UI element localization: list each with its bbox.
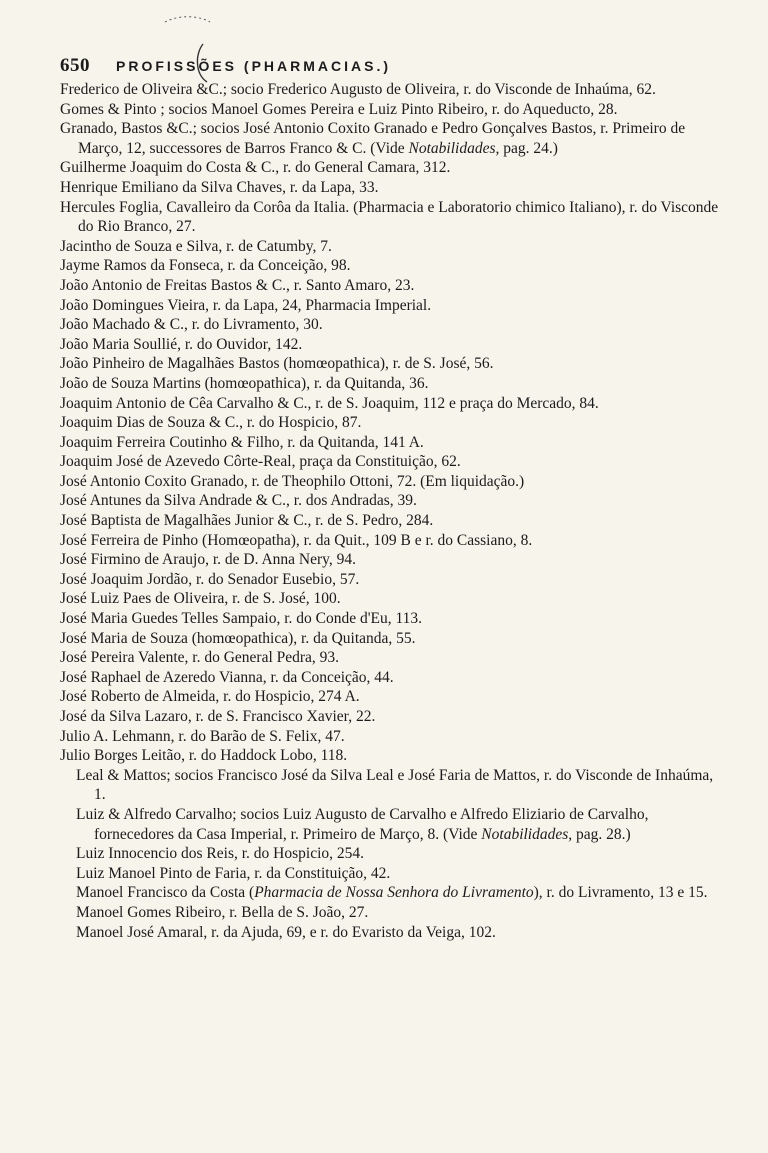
entry-text: José Ferreira de Pinho (Homœopatha), r. da Quit., 109 B e r. do Cassiano, 8. bbox=[60, 531, 533, 549]
entry-text: José Baptista de Magalhães Junior & C., r. de S. Pedro, 284. bbox=[60, 512, 434, 530]
list-item bbox=[60, 570, 720, 590]
entry-text: João Antonio de Freitas Bastos & C., r. Santo Amaro, 23. bbox=[60, 276, 415, 294]
list-item bbox=[60, 256, 720, 276]
list-item bbox=[60, 119, 720, 158]
list-item bbox=[60, 413, 720, 433]
entry-text: João Domingues Vieira, r. da Lapa, 24, Pharmacia Imperial. bbox=[60, 296, 432, 314]
list-item bbox=[60, 296, 720, 316]
list-item bbox=[60, 648, 720, 668]
entry-text-continued: pag. 24.) bbox=[499, 139, 558, 157]
list-item bbox=[76, 903, 720, 923]
entry-text: José Firmino de Araujo, r. de D. Anna Nery, 94. bbox=[60, 551, 357, 569]
entry-text: Joaquim Antonio de Cêa Carvalho & C., r. de S. Joaquim, 112 e praça do Mercado, 84. bbox=[60, 394, 599, 412]
list-item bbox=[60, 198, 720, 237]
entry-text: Manoel Francisco da Costa ( bbox=[76, 884, 255, 902]
entry-text: José Antunes da Silva Andrade & C., r. dos Andradas, 39. bbox=[60, 492, 417, 510]
list-item bbox=[60, 687, 720, 707]
list-item bbox=[60, 511, 720, 531]
entry-text: Luiz Innocencio dos Reis, r. do Hospicio, 254. bbox=[76, 845, 364, 863]
entry-text: José Luiz Paes de Oliveira, r. de S. José, 100. bbox=[60, 590, 341, 608]
list-item bbox=[60, 707, 720, 727]
list-item bbox=[60, 178, 720, 198]
entry-text: José Raphael de Azeredo Vianna, r. da Conceição, 44. bbox=[60, 668, 394, 686]
list-item bbox=[60, 315, 720, 335]
page-header bbox=[60, 55, 720, 77]
entry-text: Joaquim Ferreira Coutinho & Filho, r. da Quitanda, 141 A. bbox=[60, 433, 424, 451]
entry-text: Joaquim José de Azevedo Côrte-Real, praça da Constituição, 62. bbox=[60, 453, 461, 471]
page-number: 650 bbox=[60, 55, 90, 76]
entry-text: João Pinheiro de Magalhães Bastos (homœopathica), r. de S. José, 56. bbox=[60, 355, 494, 373]
entry-italic-text: Notabilidades, bbox=[481, 825, 573, 843]
list-item bbox=[60, 746, 720, 766]
entry-text: Gomes & Pinto ; socios Manoel Gomes Pereira e Luiz Pinto Ribeiro, r. do Aqueducto, 28. bbox=[60, 100, 618, 118]
list-item bbox=[60, 629, 720, 649]
list-item bbox=[60, 668, 720, 688]
entry-italic-text: Notabilidades, bbox=[408, 139, 500, 157]
entry-text: José Roberto de Almeida, r. do Hospicio, 274 A. bbox=[60, 688, 360, 706]
entry-text: Jayme Ramos da Fonseca, r. da Conceição, 98. bbox=[60, 257, 351, 275]
list-item bbox=[60, 374, 720, 394]
entry-text: José Joaquim Jordão, r. do Senador Eusebio, 57. bbox=[60, 570, 360, 588]
list-item bbox=[76, 766, 720, 805]
entry-text: Jacintho de Souza e Silva, r. de Catumby, 7. bbox=[60, 237, 332, 255]
entry-text: José Maria Guedes Telles Sampaio, r. do Conde d'Eu, 113. bbox=[60, 610, 423, 628]
entry-text: José Maria de Souza (homœopathica), r. da Quitanda, 55. bbox=[60, 629, 416, 647]
list-item bbox=[60, 433, 720, 453]
list-item bbox=[76, 923, 720, 943]
list-item bbox=[60, 472, 720, 492]
list-item bbox=[60, 100, 720, 120]
running-title: PROFISSÕES (PHARMACIAS.) bbox=[116, 58, 392, 74]
entry-text: Henrique Emiliano da Silva Chaves, r. da Lapa, 33. bbox=[60, 178, 379, 196]
entry-text: Leal & Mattos; socios Francisco José da Silva Leal e José Faria de Mattos, r. do Visconde de Inhaúma, 1. bbox=[76, 766, 714, 804]
entry-text: Julio A. Lehmann, r. do Barão de S. Felix, 47. bbox=[60, 727, 345, 745]
list-item bbox=[76, 805, 720, 844]
entry-text: Guilherme Joaquim do Costa & C., r. do General Camara, 312. bbox=[60, 159, 451, 177]
entry-text: Granado, Bastos &C.; socios José Antonio Coxito Granado e Pedro Gonçalves Bastos, r. Primeiro de Março, 12, successores de Barros Franco & C. (Vide bbox=[60, 120, 686, 157]
entry-text: Luiz Manoel Pinto de Faria, r. da Constituição, 42. bbox=[76, 864, 391, 882]
list-item bbox=[76, 844, 720, 864]
list-item bbox=[60, 491, 720, 511]
entry-italic-text: Pharmacia de Nossa Senhora do Livramento bbox=[254, 884, 534, 902]
entry-text-continued: ), r. do Livramento, 13 e 15. bbox=[533, 884, 708, 902]
list-item bbox=[60, 452, 720, 472]
list-item bbox=[60, 237, 720, 257]
entry-text: Manoel José Amaral, r. da Ajuda, 69, e r. do Evaristo da Veiga, 102. bbox=[76, 923, 496, 941]
list-item bbox=[60, 276, 720, 296]
entry-text: João de Souza Martins (homœopathica), r. da Quitanda, 36. bbox=[60, 374, 429, 392]
entry-text: Joaquim Dias de Souza & C., r. do Hospicio, 87. bbox=[60, 414, 362, 432]
list-item bbox=[60, 335, 720, 355]
list-item bbox=[60, 394, 720, 414]
entry-text: Luiz & Alfredo Carvalho; socios Luiz Augusto de Carvalho e Alfredo Eliziario de Carvalho, fornecedores da Casa Imperial, r. Primeiro de Março, 8. (Vide bbox=[76, 805, 649, 843]
list-item bbox=[60, 609, 720, 629]
entry-text: Manoel Gomes Ribeiro, r. Bella de S. João, 27. bbox=[76, 903, 369, 921]
list-item bbox=[60, 531, 720, 551]
entry-text: Hercules Foglia, Cavalleiro da Corôa da Italia. (Pharmacia e Laboratorio chimico Italiano), r. do Visconde do Rio Branco, 27. bbox=[60, 198, 719, 236]
entry-text: João Maria Soullié, r. do Ouvidor, 142. bbox=[60, 335, 303, 353]
list-item bbox=[60, 727, 720, 747]
entry-text: Julio Borges Leitão, r. do Haddock Lobo, 118. bbox=[60, 747, 348, 765]
entry-text: José da Silva Lazaro, r. de S. Francisco Xavier, 22. bbox=[60, 708, 376, 725]
entry-text: Frederico de Oliveira &C.; socio Frederico Augusto de Oliveira, r. do Visconde de Inhaúma, 62. bbox=[60, 81, 656, 98]
pharmacy-list bbox=[60, 80, 720, 942]
list-item bbox=[60, 550, 720, 570]
list-item bbox=[60, 158, 720, 178]
list-item bbox=[60, 80, 720, 100]
entry-text: João Machado & C., r. do Livramento, 30. bbox=[60, 316, 323, 334]
list-item bbox=[76, 864, 720, 884]
list-item bbox=[60, 589, 720, 609]
list-item bbox=[76, 883, 720, 903]
entry-text: José Antonio Coxito Granado, r. de Theophilo Ottoni, 72. (Em liquidação.) bbox=[60, 472, 525, 490]
entry-text-continued: pag. 28.) bbox=[572, 825, 631, 843]
directory-page bbox=[60, 55, 720, 942]
list-item bbox=[60, 354, 720, 374]
entry-text: José Pereira Valente, r. do General Pedra, 93. bbox=[60, 649, 340, 667]
